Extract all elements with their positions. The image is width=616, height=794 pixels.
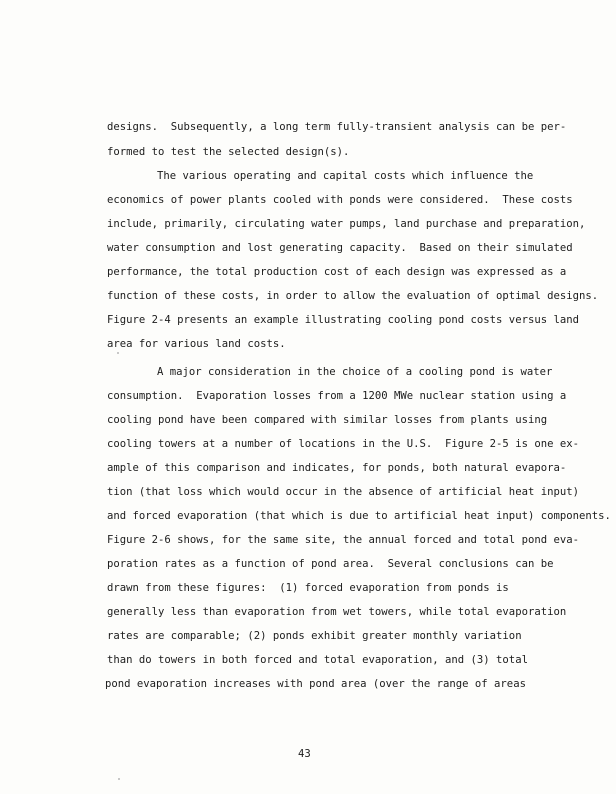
text-line: economics of power plants cooled with ponds were considered. These costs	[107, 194, 573, 206]
text-line: The various operating and capital costs which influence the	[157, 170, 534, 182]
text-line: A major consideration in the choice of a cooling pond is water	[157, 366, 553, 378]
text-line: Figure 2-6 shows, for the same site, the annual forced and total pond eva-	[107, 534, 579, 546]
scan-speck	[118, 778, 120, 780]
scan-speck	[117, 352, 119, 354]
text-line: include, primarily, circulating water pumps, land purchase and preparation,	[107, 218, 586, 230]
text-line: ample of this comparison and indicates, for ponds, both natural evapora-	[107, 462, 567, 474]
text-line: pond evaporation increases with pond area (over the range of areas	[105, 678, 526, 690]
text-line: than do towers in both forced and total evaporation, and (3) total	[107, 654, 528, 666]
text-line: area for various land costs.	[107, 338, 286, 350]
text-line: function of these costs, in order to allow the evaluation of optimal designs.	[107, 290, 599, 302]
text-line: poration rates as a function of pond area. Several conclusions can be	[107, 558, 554, 570]
text-line: formed to test the selected design(s).	[107, 146, 350, 158]
text-line: cooling pond have been compared with similar losses from plants using	[107, 414, 548, 426]
text-line: and forced evaporation (that which is due to artificial heat input) components.	[107, 510, 611, 522]
page-number: 43	[298, 748, 311, 760]
text-line: tion (that loss which would occur in the absence of artificial heat input)	[107, 486, 579, 498]
text-line: rates are comparable; (2) ponds exhibit greater monthly variation	[107, 630, 522, 642]
text-line: water consumption and lost generating capacity. Based on their simulated	[107, 242, 573, 254]
text-line: cooling towers at a number of locations in the U.S. Figure 2-5 is one ex-	[107, 438, 579, 450]
text-line: drawn from these figures: (1) forced evaporation from ponds is	[107, 582, 509, 594]
text-line: consumption. Evaporation losses from a 1200 MWe nuclear station using a	[107, 390, 567, 402]
text-line: designs. Subsequently, a long term fully-transient analysis can be per-	[107, 121, 567, 133]
text-line: Figure 2-4 presents an example illustrating cooling pond costs versus land	[107, 314, 579, 326]
text-line: performance, the total production cost of each design was expressed as a	[107, 266, 567, 278]
text-line: generally less than evaporation from wet towers, while total evaporation	[107, 606, 567, 618]
